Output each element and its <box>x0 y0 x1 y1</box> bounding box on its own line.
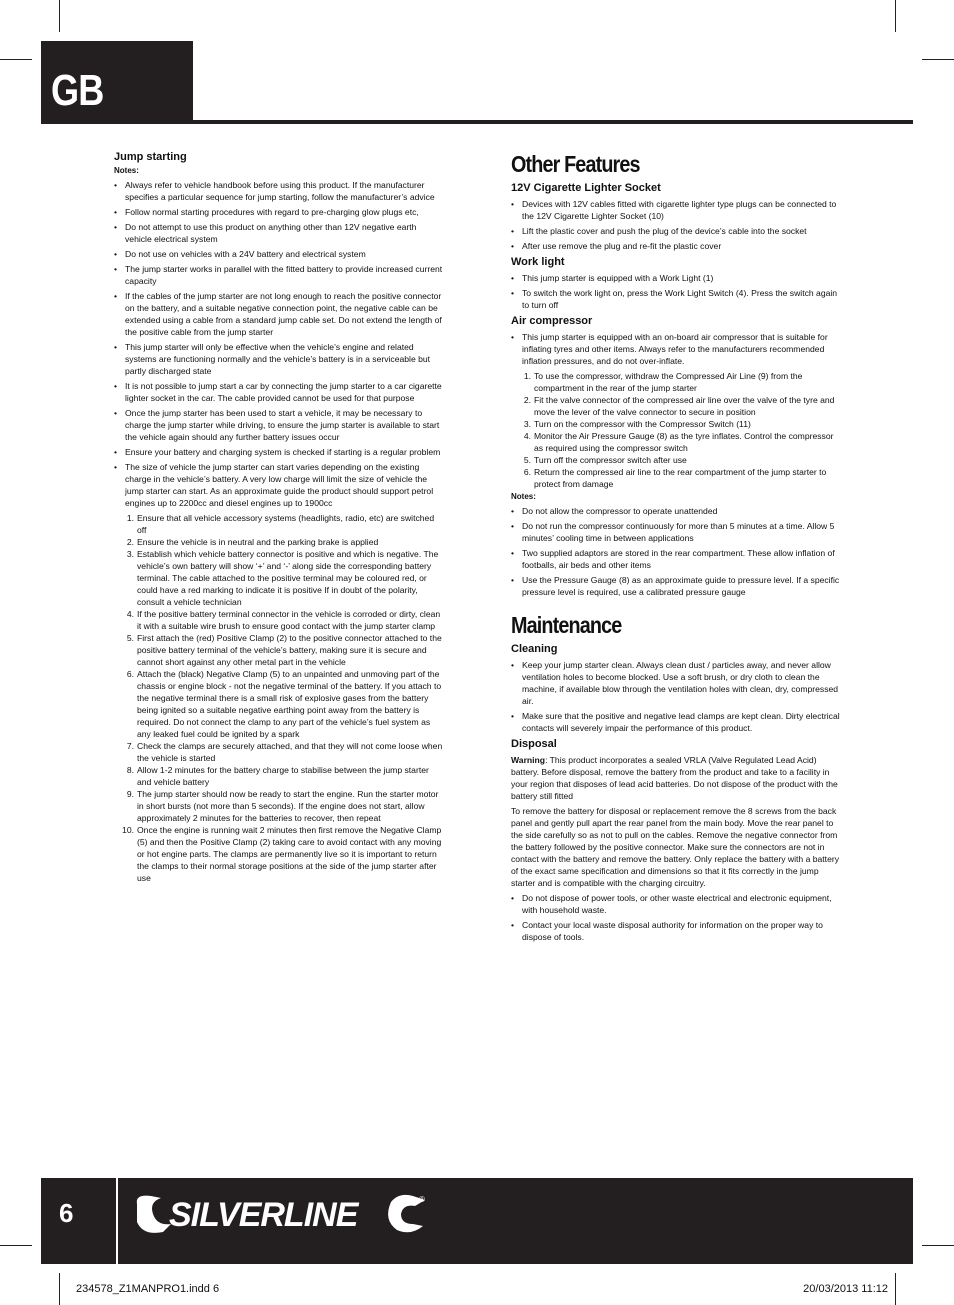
list-item: • Do not run the compressor continuously for more than 5 minutes at a time. Allow 5 minutes’ cooling time in between applications <box>511 520 841 544</box>
step-item <box>522 370 841 394</box>
list-item: • Two supplied adaptors are stored in the rear compartment. These allow inflation of footballs, air beds and other items <box>511 547 841 571</box>
step-text: Monitor the Air Pressure Gauge (8) as the tyre inflates. Control the compressor as required using the compressor switch <box>534 431 834 453</box>
step-item <box>125 536 444 548</box>
list-item: • It is not possible to jump start a car by connecting the jump starter to a car cigarette lighter socket in the car. The cable provided cannot be used for that purpose <box>114 380 444 404</box>
crop-mark <box>922 1245 954 1246</box>
step-number: 3. <box>523 419 531 429</box>
list-item: • Devices with 12V cables fitted with cigarette lighter type plugs can be connected to the 12V Cigarette Lighter Socket (10) <box>511 198 841 222</box>
step-text: The jump starter should now be ready to start the engine. Run the starter motor in short bursts (not more than 5 seconds). If the engine does not start, allow approximately 2 minutes for the batteries to recover, then repeat <box>137 789 439 823</box>
step-text: First attach the (red) Positive Clamp (2) to the positive connector attached to the positive battery terminal of the vehicle’s battery, making sure it is secure and cannot short against any other metal part in the vehicle <box>137 633 442 667</box>
step-number: 2. <box>126 537 134 547</box>
step-text: Fit the valve connector of the compressed air line over the valve of the tyre and move the lever of the valve connector to secure in position <box>534 395 835 417</box>
cleaning-heading: Cleaning <box>511 643 558 655</box>
step-text: If the positive battery terminal connector in the vehicle is corroded or dirty, clean it with a suitable wire brush to ensure good contact with the jump starter clamp <box>137 609 441 631</box>
step-number: 8. <box>126 765 134 775</box>
list-item: • Follow normal starting procedures with regard to pre-charging glow plugs etc, <box>114 206 444 218</box>
step-number: 5. <box>126 633 134 643</box>
step-text: Attach the (black) Negative Clamp (5) to an unpainted and unmoving part of the chassis or engine block - not the negative terminal of the battery. If you attach to the negative terminal there is a small risk of explosive gases from the battery being ignited so a suitable negative earthing point away from the battery is required. Do not connect the clamp to any part of the vehicle’s fuel system as any leaked fuel could be ignited by a spark <box>137 669 442 739</box>
list-item: • The size of vehicle the jump starter can start varies depending on the existing charge in the vehicle’s battery. A very low charge will limit the size of vehicle the jump starter can start. As an approximate guide the product should support petrol engines up to 2200cc and diesel engines up to 1900cc <box>114 461 444 509</box>
compressor-heading: Air compressor <box>511 315 593 327</box>
step-number: 4. <box>126 609 134 619</box>
step-text: Turn off the compressor switch after use <box>534 455 687 465</box>
step-text: Check the clamps are securely attached, and that they will not come loose when the vehicle is started <box>137 741 443 763</box>
crop-mark <box>0 1245 32 1246</box>
compressor-notes-label: Notes: <box>511 492 536 501</box>
list-item: • Once the jump starter has been used to start a vehicle, it may be necessary to charge the jump starter while driving, to ensure the jump starter is available to start the vehicle again should any further battery issues occur <box>114 407 444 443</box>
file-slug: 234578_Z1MANPRO1.indd 6 <box>76 1283 220 1295</box>
step-number: 6. <box>126 669 134 679</box>
compressor-steps-list <box>522 370 841 490</box>
page-number: 6 <box>59 1198 74 1228</box>
list-item: • Ensure your battery and charging system is checked if starting is a regular problem <box>114 446 444 458</box>
compressor-notes-list <box>511 505 841 598</box>
list-item: • Do not attempt to use this product on anything other than 12V negative earth vehicle electrical system <box>114 221 444 245</box>
region-badge <box>41 41 193 124</box>
step-item <box>125 632 444 668</box>
crop-mark <box>0 59 32 60</box>
list-item: • To switch the work light on, press the Work Light Switch (4). Press the switch again to turn off <box>511 287 841 311</box>
list-item: • This jump starter will only be effective when the vehicle’s engine and related systems are functioning normally and the vehicle’s battery is in a serviceable but partly discharged state <box>114 341 444 377</box>
list-item: • Do not allow the compressor to operate unattended <box>511 505 841 517</box>
compressor-list <box>511 331 841 367</box>
disposal-paragraph: To remove the battery for disposal or replacement remove the 8 screws from the back panel and gently pull apart the rear panel from the main body. Move the rear panel to the side carefully so as not to pull on the cables. Remove the negative connector from the battery followed by the positive connector. Make sure the connectors are not in contact with the battery and remove the battery. Only replace the battery with a battery of the exact same specification and dimensions so that it fits correctly in the jump starter and is compatible with the charging circuitry. <box>511 806 840 888</box>
step-number: 5. <box>523 455 531 465</box>
warning-text: : This product incorporates a sealed VRLA (Valve Regulated Lead Acid) battery. Before disposal, remove the battery from the product and take to a facility in your region that disposes of lead acid batteries. Do not dispose of the product with the battery still fitted <box>511 755 838 801</box>
step-item <box>125 608 444 632</box>
crop-mark <box>922 59 954 60</box>
step-item <box>522 418 841 430</box>
step-number: 9. <box>126 789 134 799</box>
list-item: • Always refer to vehicle handbook before using this product. If the manufacturer specifies a particular sequence for jump starting, follow the manufacturer’s advice <box>114 179 444 203</box>
step-number: 1. <box>523 371 531 381</box>
footer-bar <box>41 1178 913 1264</box>
list-item: • Do not dispose of power tools, or other waste electrical and electronic equipment, with household waste. <box>511 892 841 916</box>
region-code: GB <box>51 66 104 115</box>
step-text: Ensure that all vehicle accessory systems (headlights, radio, etc) are switched off <box>137 513 435 535</box>
brand-wordmark: SILVERLINE <box>169 1196 358 1234</box>
crop-mark <box>59 1273 60 1305</box>
footer-divider <box>116 1178 118 1264</box>
list-item: • Do not use on vehicles with a 24V battery and electrical system <box>114 248 444 260</box>
jump-starting-heading: Jump starting <box>114 151 187 163</box>
list-item: • Contact your local waste disposal authority for information on the proper way to dispose of tools. <box>511 919 841 943</box>
step-text: Ensure the vehicle is in neutral and the parking brake is applied <box>137 537 379 547</box>
step-item <box>122 824 444 884</box>
step-text: Once the engine is running wait 2 minutes then first remove the Negative Clamp (5) and then the Positive Clamp (2) taking care to avoid contact with any moving or hot engine parts. The clamps are permanently live so it is important to return the clamps to their normal storage positions at the side of the jump starter after use <box>137 825 442 883</box>
step-item <box>125 668 444 740</box>
step-text: To use the compressor, withdraw the Compressed Air Line (9) from the compartment in the rear of the jump starter <box>534 371 803 393</box>
maintenance-heading: Maintenance <box>511 612 622 638</box>
step-item <box>522 430 841 454</box>
date-slug: 20/03/2013 11:12 <box>803 1283 888 1295</box>
step-number: 4. <box>523 431 531 441</box>
worklight-list <box>511 272 841 311</box>
step-text: Turn on the compressor with the Compressor Switch (11) <box>534 419 751 429</box>
right-column <box>511 150 841 946</box>
step-item <box>125 740 444 764</box>
step-number: 6. <box>523 467 531 477</box>
step-item <box>522 394 841 418</box>
step-item <box>125 788 444 824</box>
disposal-heading: Disposal <box>511 738 557 750</box>
list-item: • If the cables of the jump starter are not long enough to reach the positive connector on the battery, and a suitable negative connection point, the negative cable can be extended using a cable from a standard jump cable set. Do not extend the length of the positive cable from the jump starter <box>114 290 444 338</box>
list-item: • Make sure that the positive and negative lead clamps are kept clean. Dirty electrical contacts will severely impair the performance of this product. <box>511 710 841 734</box>
crop-mark <box>895 0 896 32</box>
step-number: 2. <box>523 395 531 405</box>
list-item: • Keep your jump starter clean. Always clean dust / particles away, and never allow ventilation holes to become blocked. Use a soft brush, or dry cloth to clean the machine, if available blow through the ventilation holes with clean, dry, compressed air. <box>511 659 841 707</box>
cleaning-list <box>511 659 841 734</box>
socket-list <box>511 198 841 252</box>
registered-mark: ® <box>419 1195 425 1204</box>
silverline-logo-mark <box>133 1192 433 1238</box>
step-item <box>125 512 444 536</box>
step-number: 10. <box>122 825 134 835</box>
step-text: Return the compressed air line to the rear compartment of the jump starter to protect from damage <box>534 467 827 489</box>
socket-heading: 12V Cigarette Lighter Socket <box>511 182 661 194</box>
worklight-heading: Work light <box>511 256 565 268</box>
crop-mark <box>895 1273 896 1305</box>
step-number: 1. <box>126 513 134 523</box>
list-item: • The jump starter works in parallel with the fitted battery to provide increased current capacity <box>114 263 444 287</box>
list-item: • This jump starter is equipped with a Work Light (1) <box>511 272 841 284</box>
step-number: 3. <box>126 549 134 559</box>
jump-starting-notes-list <box>114 179 444 509</box>
disposal-warning <box>511 754 841 802</box>
list-item: • After use remove the plug and re-fit the plastic cover <box>511 240 841 252</box>
step-item <box>522 454 841 466</box>
list-item: • This jump starter is equipped with an on-board air compressor that is suitable for inflating tyres and other items. Always refer to the manufacturers recommended inflation pressures, and do not over-inflate. <box>511 331 841 367</box>
silverline-logo <box>133 1192 433 1243</box>
notes-label: Notes: <box>114 166 139 175</box>
step-item <box>522 466 841 490</box>
list-item: • Lift the plastic cover and push the plug of the device’s cable into the socket <box>511 225 841 237</box>
step-item <box>125 764 444 788</box>
other-features-heading: Other Features <box>511 151 640 177</box>
list-item: • Use the Pressure Gauge (8) as an approximate guide to pressure level. If a specific pressure level is required, use a calibrated pressure gauge <box>511 574 841 598</box>
header-rule <box>193 120 913 124</box>
step-text: Establish which vehicle battery connector is positive and which is negative. The vehicle’s own battery will show ‘+’ and ‘-’ along side the corresponding battery terminal. The cable attached to the positive terminal may be coloured red, or could have a red marking to indicate it is positive If in doubt of the polarity, consult a vehicle technician <box>137 549 439 607</box>
step-text: Allow 1-2 minutes for the battery charge to stabilise between the jump starter and vehicle battery <box>137 765 429 787</box>
step-item <box>125 548 444 608</box>
left-column <box>114 150 444 884</box>
jump-starting-steps-list <box>122 512 444 884</box>
disposal-list <box>511 892 841 943</box>
crop-mark <box>59 0 60 32</box>
step-number: 7. <box>126 741 134 751</box>
warning-label: Warning <box>511 755 546 765</box>
